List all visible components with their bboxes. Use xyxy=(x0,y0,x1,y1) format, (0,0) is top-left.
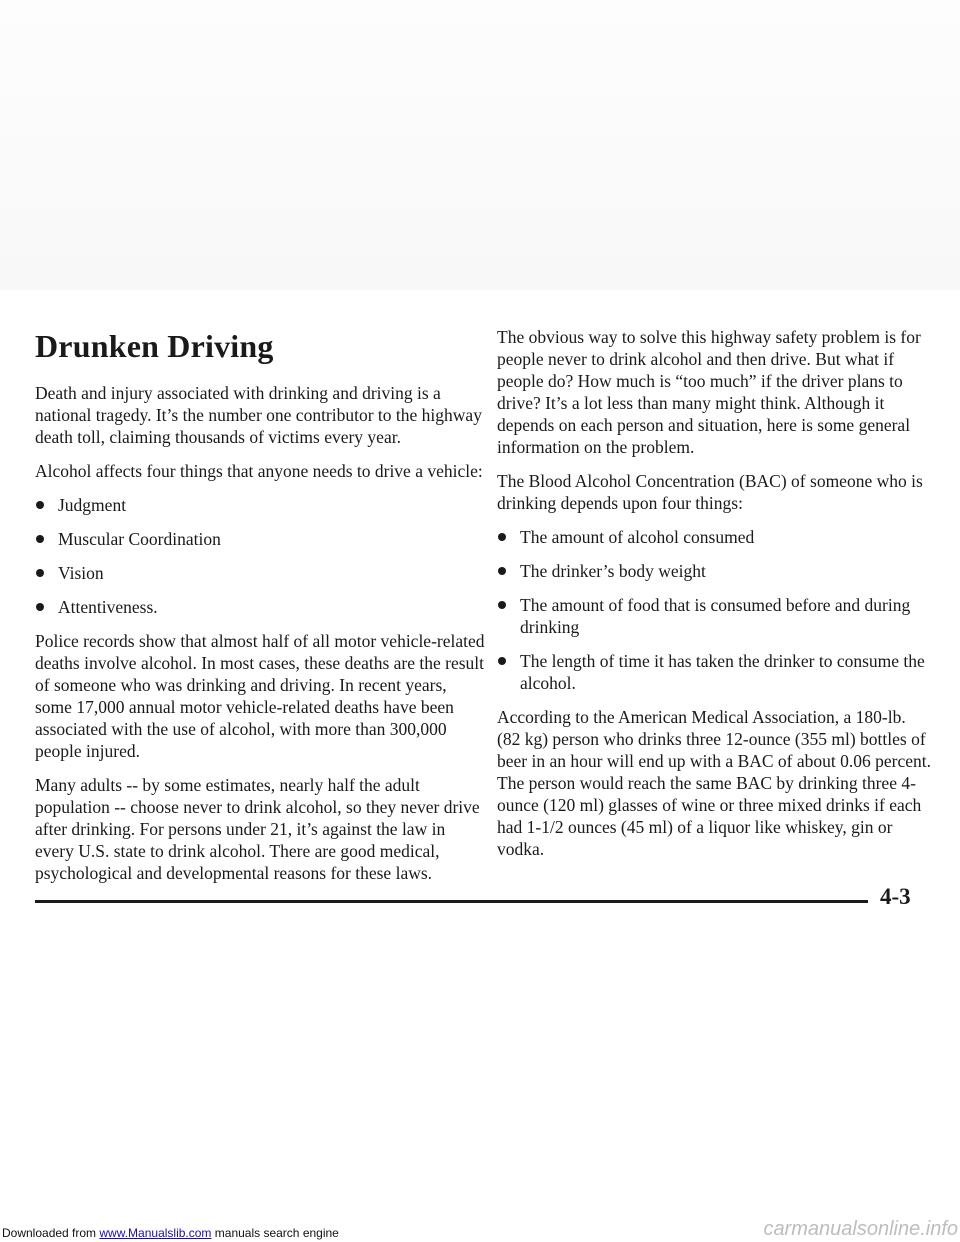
bullet-icon xyxy=(36,603,44,611)
intro-paragraph: Death and injury associated with drinking and driving is a national tragedy. It’s the number one contributor to the highway death toll, claiming thousands of victims every year. xyxy=(35,383,482,447)
bullet-icon xyxy=(498,533,506,541)
many-adults-paragraph: Many adults -- by some estimates, nearly half the adult population -- choose never to drink alcohol, so they never drive after drinking. For persons under 21, it’s against the law in every U.S. state to drink alcohol. There are good medical, psychological and developmental reasons for these laws. xyxy=(35,775,480,883)
bullet-icon xyxy=(36,569,44,577)
list-item: Vision xyxy=(35,562,485,584)
alcohol-affects-paragraph: Alcohol affects four things that anyone needs to drive a vehicle: xyxy=(35,461,483,481)
bullet-icon xyxy=(498,601,506,609)
page-number: 4-3 xyxy=(880,884,911,909)
page-background xyxy=(0,0,960,290)
list-item: Judgment xyxy=(35,494,485,516)
list-item: The amount of alcohol consumed xyxy=(497,526,932,548)
footer-text: Downloaded from www.Manualslib.com manuals search engine xyxy=(2,1226,339,1240)
right-column xyxy=(497,326,932,872)
bullet-icon xyxy=(36,501,44,509)
police-records-paragraph: Police records show that almost half of all motor vehicle-related deaths involve alcohol. In most cases, these deaths are the result of someone who was drinking and driving. In recent years, some 17,000 annual motor vehicle-related deaths have been associated with the use of alcohol, with more than 300,000 people injured. xyxy=(35,631,485,761)
list-item: Attentiveness. xyxy=(35,596,485,618)
list-item: The drinker’s body weight xyxy=(497,560,932,582)
watermark: carmanualsonline.info xyxy=(763,1218,958,1240)
left-column xyxy=(35,326,485,896)
bullet-icon xyxy=(498,657,506,665)
bac-paragraph: The Blood Alcohol Concentration (BAC) of someone who is drinking depends upon four things: xyxy=(497,471,923,513)
manualslib-link[interactable]: www.Manualslib.com xyxy=(99,1226,212,1240)
list-item: The amount of food that is consumed before and during drinking xyxy=(497,594,932,638)
bac-factors-list xyxy=(497,526,932,694)
list-item: Muscular Coordination xyxy=(35,528,485,550)
download-footer xyxy=(0,1218,960,1242)
list-item: The length of time it has taken the drinker to consume the alcohol. xyxy=(497,650,932,694)
page-title: Drunken Driving xyxy=(35,328,274,364)
affects-list xyxy=(35,494,485,618)
ama-paragraph: According to the American Medical Association, a 180-lb. (82 kg) person who drinks three 12-ounce (355 ml) bottles of beer in an hour will end up with a BAC of about 0.06 percent. The person would reach the same BAC by drinking three 4-ounce (120 ml) glasses of wine or three mixed drinks if each had 1-1/2 ounces (45 ml) of a liquor like whiskey, gin or vodka. xyxy=(497,707,931,859)
obvious-way-paragraph: The obvious way to solve this highway safety problem is for people never to drink alcohol and then drive. But what if people do? How much is “too much” if the driver plans to drive? It’s a lot less than many might think. Although it depends on each person and situation, here is some general information on the problem. xyxy=(497,327,921,457)
footer-rule xyxy=(35,900,868,903)
bullet-icon xyxy=(36,535,44,543)
bullet-icon xyxy=(498,567,506,575)
